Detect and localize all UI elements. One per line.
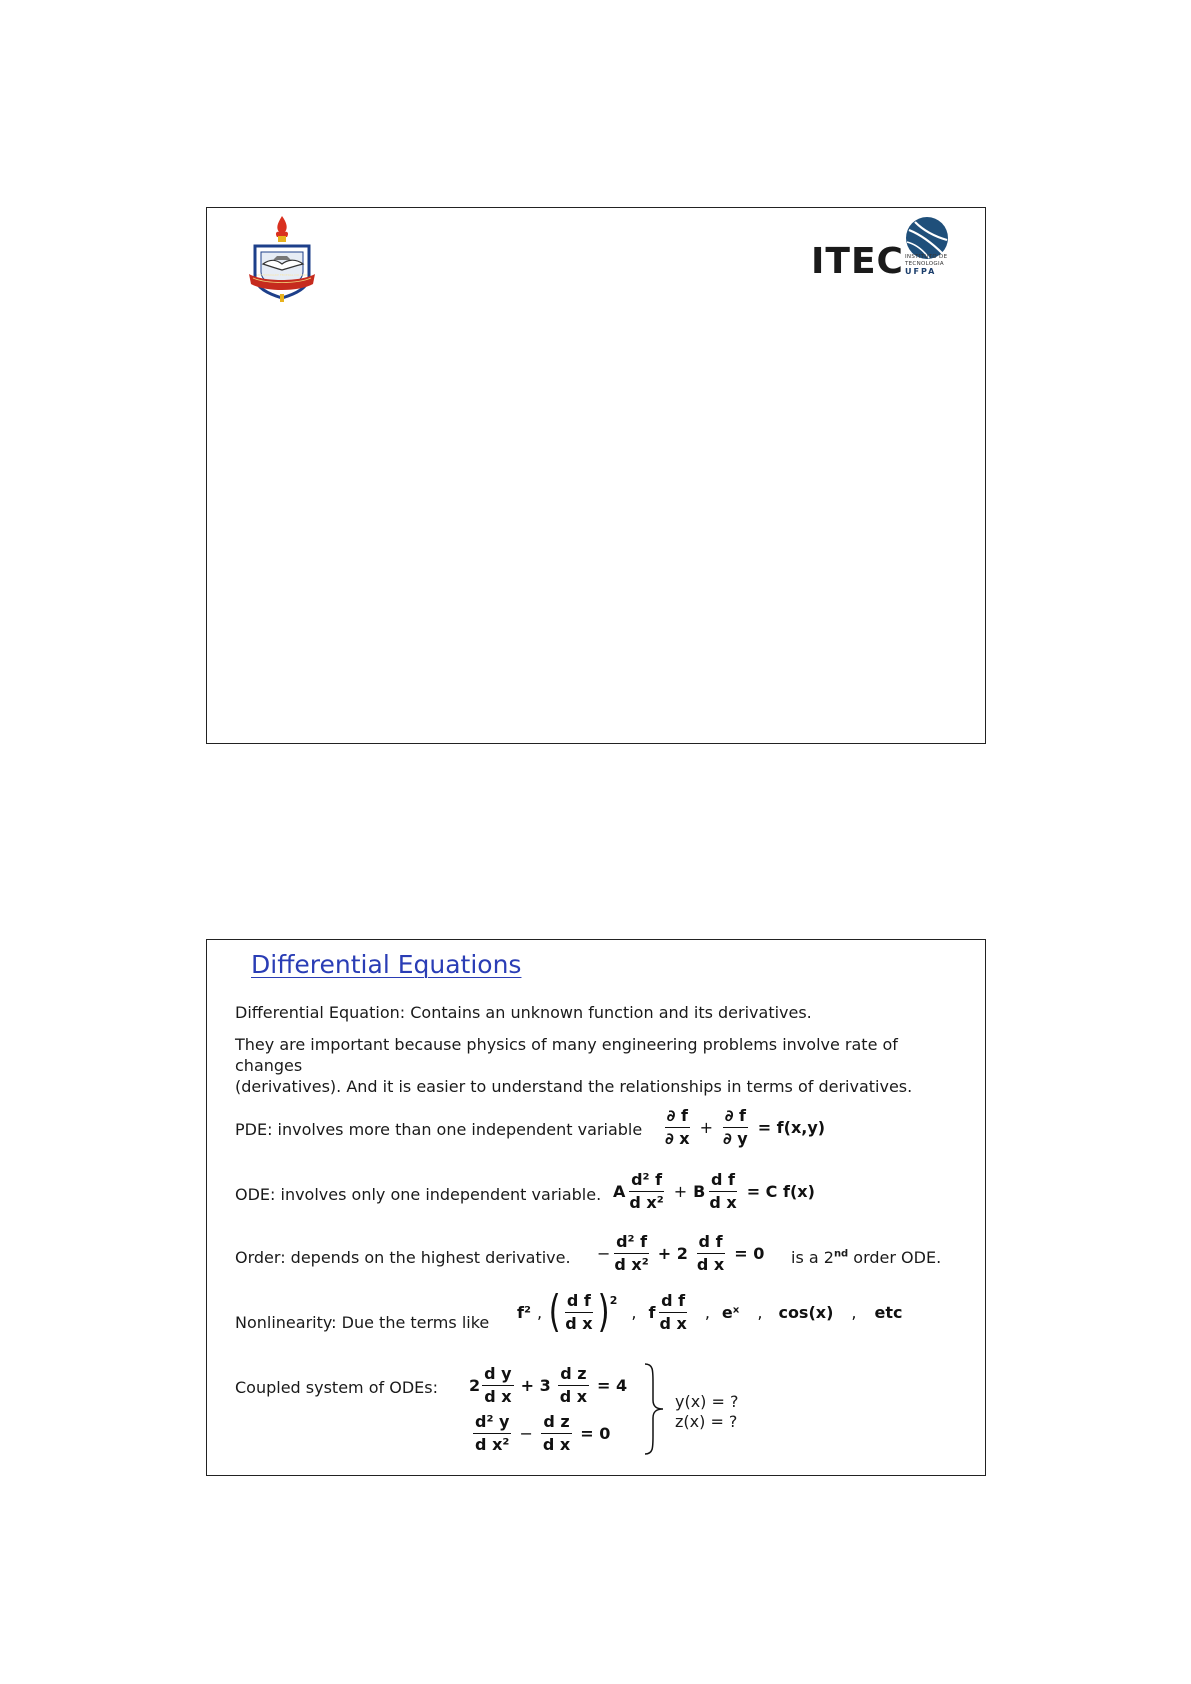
term-f-squared: f²: [517, 1302, 531, 1322]
eq1-num-2: d z: [558, 1364, 588, 1386]
ode-plus: +: [673, 1182, 688, 1201]
itec-sub-line1: INSTITUTO DE: [905, 254, 948, 260]
eq2-frac-2: [541, 1412, 572, 1455]
coupled-eq-2: [471, 1412, 610, 1455]
pde-equation: [661, 1106, 825, 1149]
slide-1: [206, 207, 986, 744]
itec-sub-line2: TECNOLOGIA: [905, 261, 944, 267]
order-suffix-pre: is a 2: [791, 1248, 834, 1267]
order-num-2: d f: [697, 1232, 725, 1254]
coupled-eq-1: [469, 1364, 627, 1407]
sep-1: ,: [536, 1302, 543, 1322]
eq2-frac-1: [473, 1412, 511, 1455]
pde-num-2: ∂ f: [723, 1106, 748, 1128]
term2-num: d f: [565, 1291, 593, 1313]
pde-den-1: ∂ x: [665, 1129, 690, 1148]
eq1-frac-1: [482, 1364, 513, 1407]
itec-logo: [811, 216, 951, 280]
coupled-label: Coupled system of ODEs:: [235, 1378, 438, 1397]
term-exp-x: eˣ: [721, 1302, 740, 1322]
eq2-den-2: d x: [542, 1435, 571, 1454]
ode-frac-1: [627, 1170, 665, 1213]
pde-plus: +: [699, 1118, 713, 1137]
importance-line-2: (derivatives). And it is easier to understand the relationships in terms of derivatives.: [235, 1077, 913, 1096]
term-etc: etc: [874, 1302, 903, 1322]
pde-den-2: ∂ y: [723, 1129, 748, 1148]
ode-coef-a: A: [613, 1182, 626, 1201]
order-suffix-post: order ODE.: [848, 1248, 942, 1267]
eq1-den-2: d x: [559, 1387, 588, 1406]
term3-f: f: [648, 1302, 656, 1322]
order-den-1: d x²: [614, 1255, 649, 1274]
importance-paragraph: [235, 1034, 965, 1097]
ode-label: ODE: involves only one independent variable.: [235, 1185, 602, 1204]
order-suffix-sup: nd: [833, 1248, 849, 1260]
order-den-2: d x: [696, 1255, 725, 1274]
order-rhs: = 0: [734, 1244, 765, 1263]
pde-rhs: = f(x,y): [757, 1118, 826, 1137]
sep-3: ,: [704, 1302, 710, 1322]
eq2-num-1: d² y: [473, 1412, 511, 1434]
order-equation: [597, 1232, 764, 1275]
term-cos-x: cos(x): [778, 1302, 834, 1322]
order-frac-1: [612, 1232, 650, 1275]
right-brace-icon: [643, 1362, 667, 1456]
order-frac-2: [695, 1232, 726, 1275]
sep-4: ,: [757, 1302, 763, 1322]
right-paren: ): [597, 1286, 610, 1337]
ode-rhs: = C f(x): [746, 1182, 815, 1201]
ode-equation: [613, 1170, 815, 1213]
ode-den-1: d x²: [629, 1193, 664, 1212]
ode-num-2: d f: [709, 1170, 737, 1192]
term3-num: d f: [659, 1291, 687, 1313]
ufpa-logo-text: UNIVERSIDADE FEDERAL DO PARÁ: [256, 273, 308, 277]
eq1-coef: 2: [469, 1376, 481, 1395]
term-dfdx-frac: [563, 1291, 594, 1334]
sep-5: ,: [851, 1302, 857, 1322]
eq2-den-1: d x²: [475, 1435, 510, 1454]
nonlinearity-label: Nonlinearity: Due the terms like: [235, 1313, 490, 1332]
slide-title: Differential Equations: [251, 950, 522, 979]
eq1-den-1: d x: [484, 1387, 512, 1406]
ode-num-1: d² f: [629, 1170, 664, 1192]
itec-subtitle: [905, 254, 947, 275]
eq1-num-1: d y: [482, 1364, 513, 1386]
term3-frac: [657, 1291, 688, 1334]
unknown-y: y(x) = ?: [675, 1392, 739, 1411]
definition-text: Differential Equation: Contains an unknown function and its derivatives.: [235, 1003, 812, 1022]
eq2-num-2: d z: [541, 1412, 571, 1434]
nonlinearity-terms: [517, 1286, 903, 1337]
pde-num-1: ∂ f: [665, 1106, 690, 1128]
eq1-frac-2: [558, 1364, 589, 1407]
term2-den: d x: [565, 1313, 593, 1333]
term3-den: d x: [659, 1313, 687, 1333]
unknown-z: z(x) = ?: [675, 1412, 738, 1431]
ode-frac-2: [707, 1170, 738, 1213]
pde-frac-2: [721, 1106, 750, 1149]
order-suffix: [791, 1248, 941, 1267]
left-paren: (: [548, 1286, 561, 1337]
eq1-rhs: = 4: [597, 1376, 628, 1395]
sep-2: ,: [631, 1302, 637, 1322]
slide-2: [206, 939, 986, 1476]
ufpa-crest-logo: [243, 214, 321, 304]
eq1-plus: + 3: [520, 1376, 551, 1395]
itec-sub-line3: UFPA: [905, 267, 937, 276]
eq2-minus: −: [519, 1424, 533, 1443]
order-label: Order: depends on the highest derivative.: [235, 1248, 571, 1267]
itec-wordmark: ITEC: [811, 241, 904, 282]
ode-coef-b: B: [693, 1182, 706, 1201]
pde-label: PDE: involves more than one independent variable: [235, 1120, 643, 1139]
importance-line-1: They are important because physics of many engineering problems involve rate of changes: [235, 1035, 898, 1075]
order-minus: −: [597, 1244, 611, 1263]
ode-den-2: d x: [709, 1193, 737, 1212]
eq2-rhs: = 0: [580, 1424, 611, 1443]
order-num-1: d² f: [614, 1232, 649, 1254]
order-plus-2: + 2: [657, 1244, 688, 1263]
pde-frac-1: [663, 1106, 692, 1149]
term2-exponent: 2: [609, 1294, 618, 1307]
